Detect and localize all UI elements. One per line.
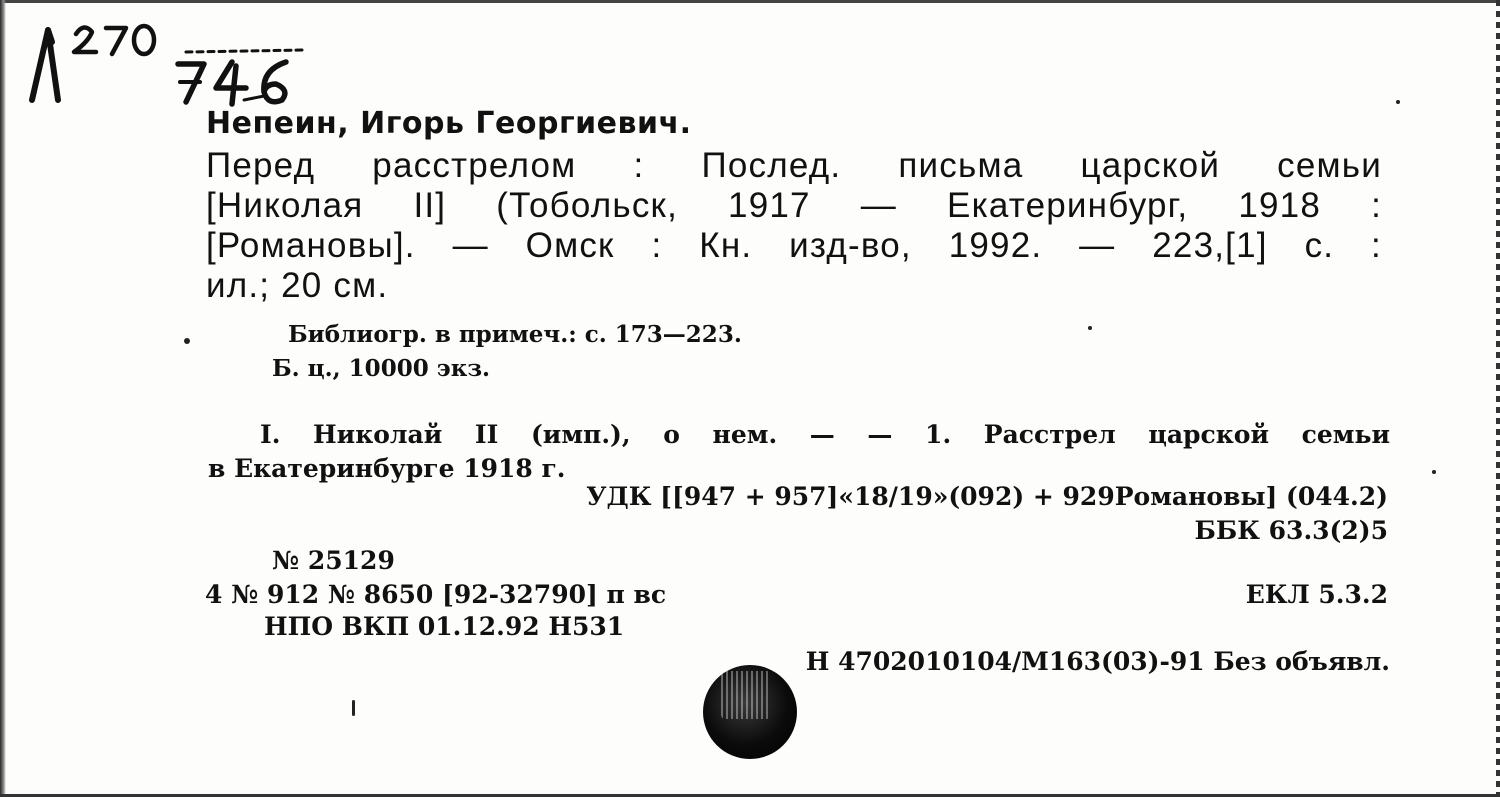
publisher-code: Н 4702010104/М163(03)-91 Без объявл. (805, 647, 1390, 676)
title-line: [Николая II] (Тобольск, 1917 — Екатеринбург, 1918 : (206, 186, 1382, 225)
ink-speck (184, 338, 190, 344)
ink-speck (1432, 470, 1436, 474)
npo-line: НПО ВКП 01.12.92 Н531 (264, 612, 625, 641)
handwritten-shelfmark (18, 12, 308, 108)
card-right-edge (1496, 0, 1500, 797)
bibliography-note: Библиогр. в примеч.: с. 173—223. (288, 321, 742, 348)
title-line: [Романовы]. — Омск : Кн. изд-во, 1992. — 223,[1] с. : (206, 226, 1382, 265)
price-run-note: Б. ц., 10000 экз. (272, 355, 491, 382)
ekl-code: ЕКЛ 5.3.2 (1245, 580, 1388, 609)
registration-line: 4 № 912 № 8650 [92-32790] п вс (205, 580, 667, 609)
bbk-classification: ББК 63.3(2)5 (1194, 516, 1388, 545)
handwritten-shelfmark-drawing (18, 12, 308, 108)
subject-tracing (208, 418, 1390, 486)
udc-classification: УДК [[947 + 957]«18/19»(092) + 929Романовы] (044.2) (586, 482, 1388, 511)
author-heading: Непеин, Игорь Георгиевич. (206, 106, 692, 141)
ink-speck (1396, 100, 1400, 104)
card-number: № 25129 (272, 546, 395, 575)
card-left-edge (0, 0, 6, 797)
tracing-line: в Екатеринбурге 1918 г. (208, 454, 566, 483)
card-top-edge (0, 0, 1500, 3)
punch-hole (703, 665, 797, 759)
ink-speck (1088, 326, 1092, 330)
title-line: ил.; 20 см. (206, 266, 389, 305)
ink-speck (352, 700, 355, 716)
title-line: Перед расстрелом : Послед. письма царской семьи (206, 146, 1382, 185)
title-description (206, 146, 1382, 306)
tracing-line: I. Николай II (имп.), о нем. — — 1. Расстрел царской семьи (260, 420, 1390, 449)
